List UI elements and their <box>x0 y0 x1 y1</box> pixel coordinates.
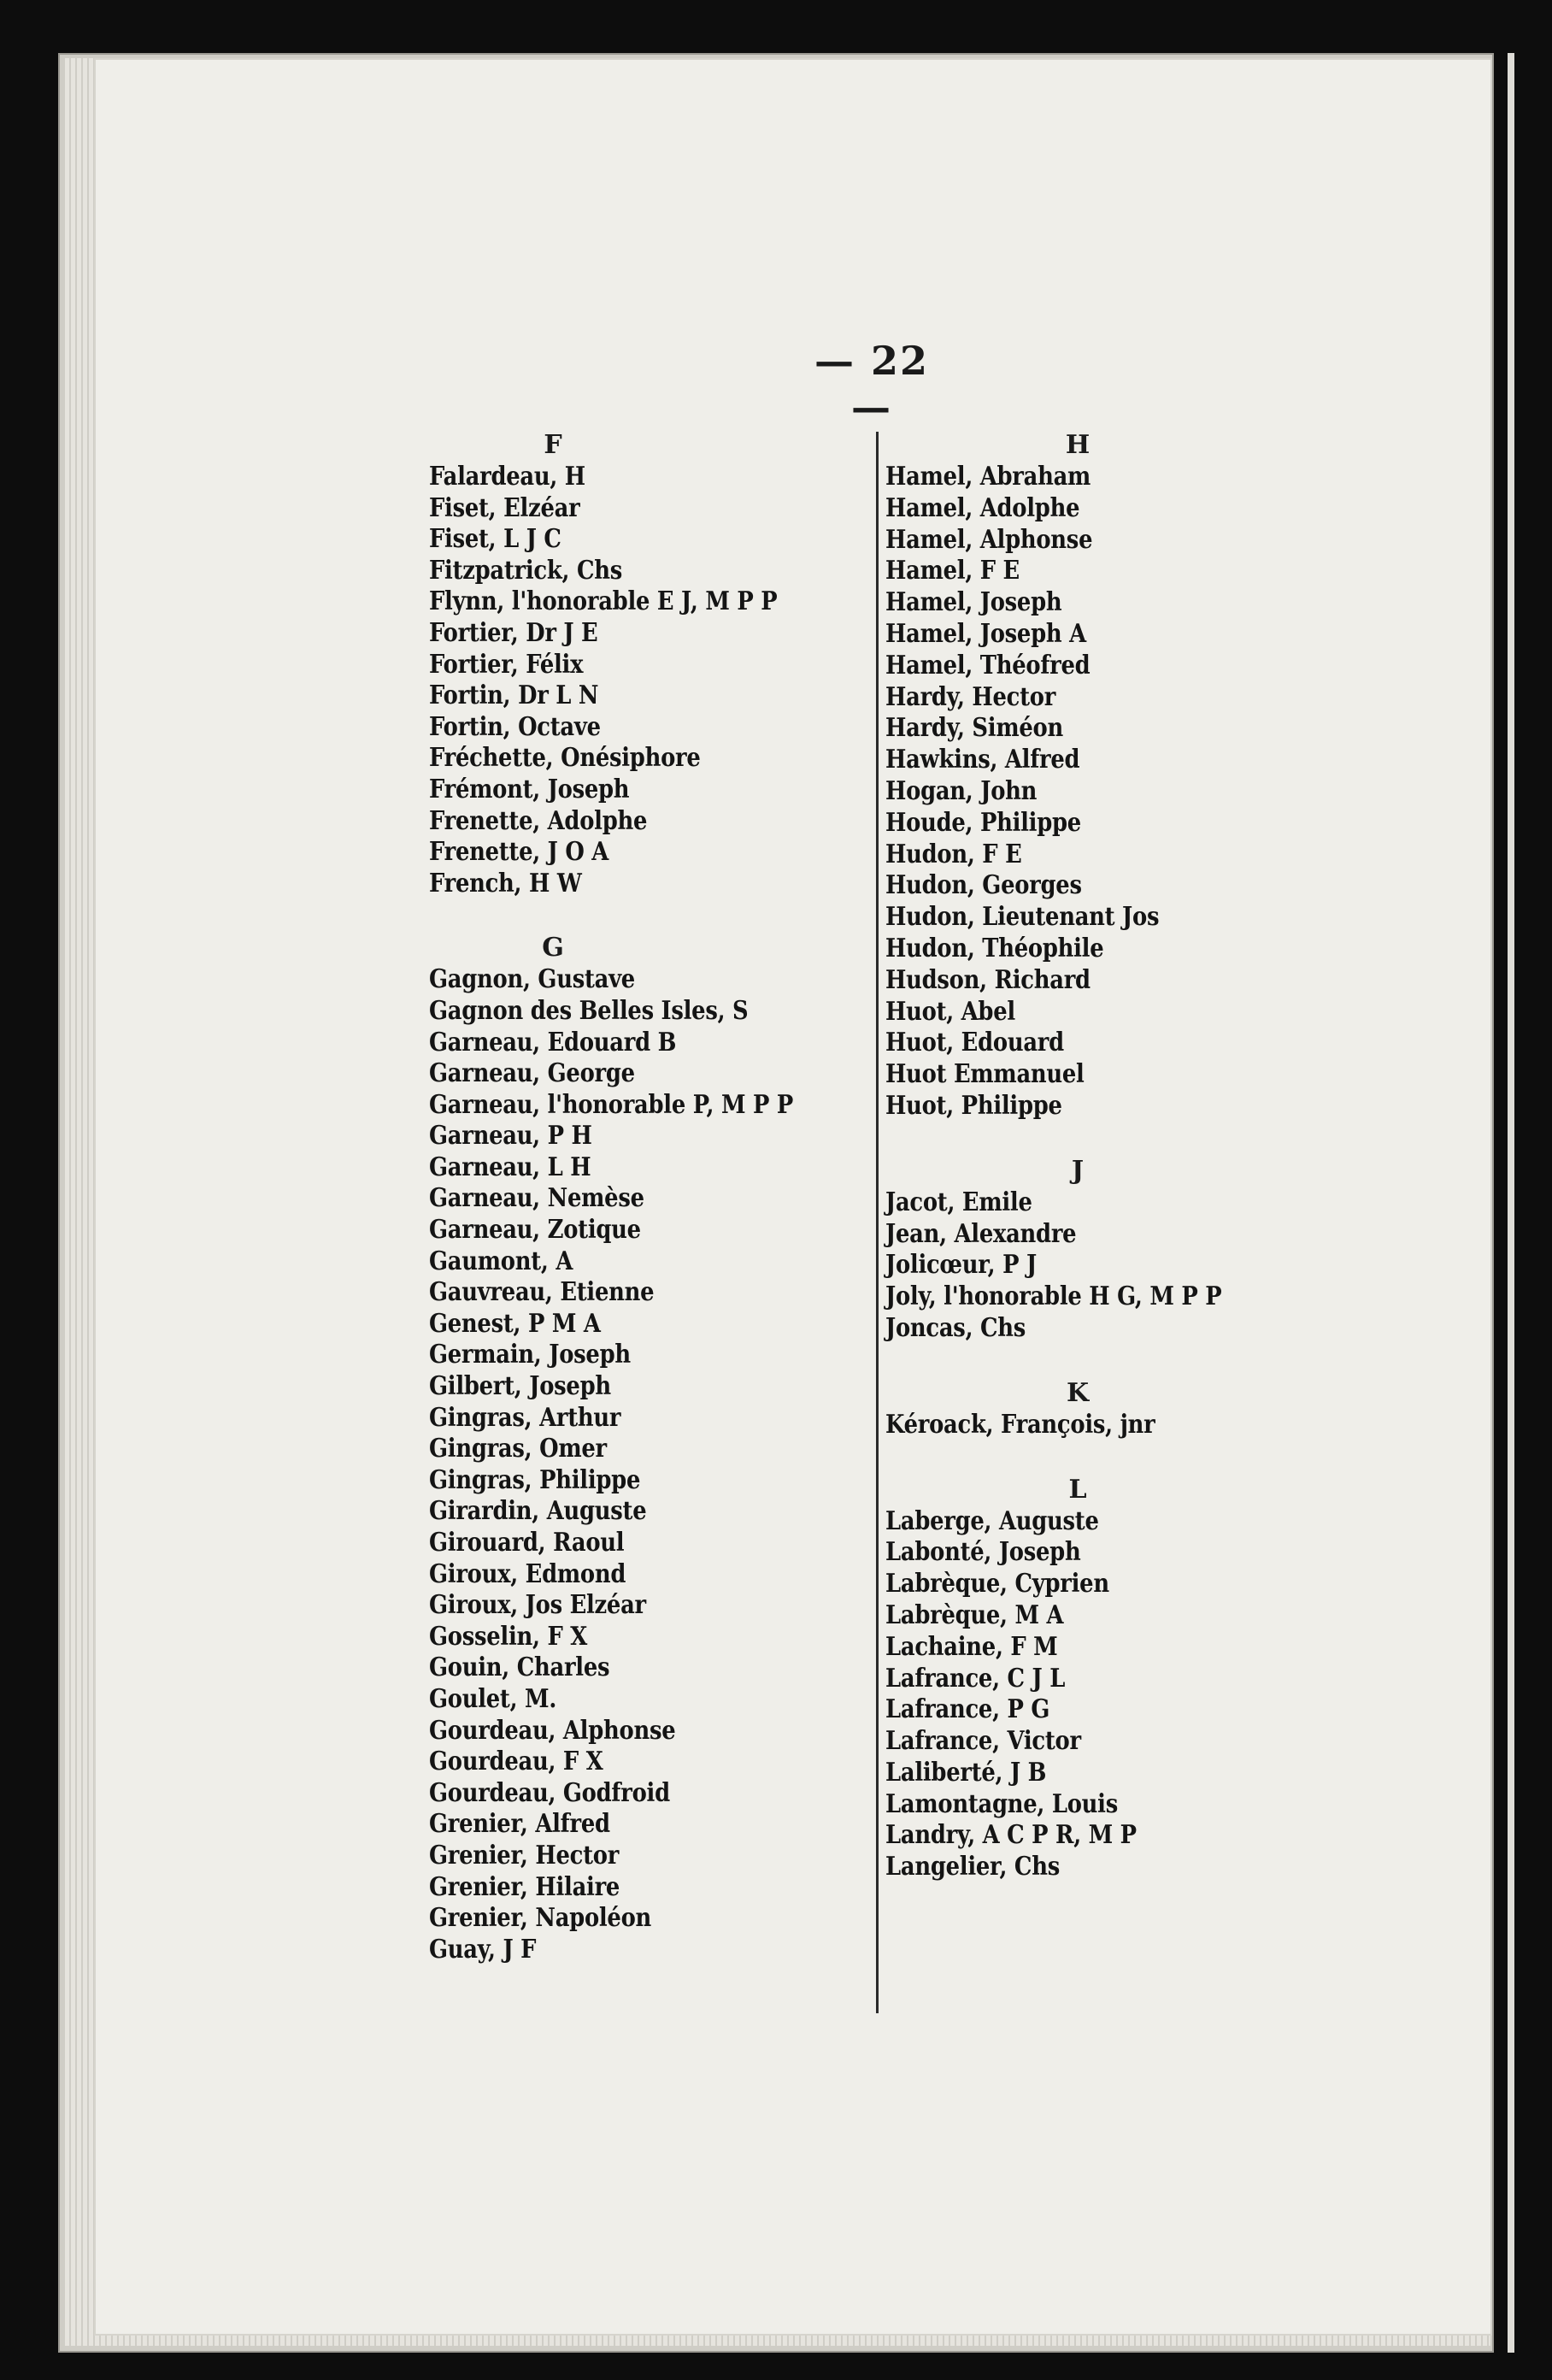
name-entry: Kéroack, François, jnr <box>885 1409 1155 1440</box>
name-entry: Laberge, Auguste <box>885 1505 1099 1536</box>
name-entry: Gingras, Arthur <box>429 1402 621 1433</box>
section-spacer <box>885 1122 1364 1155</box>
name-entry: Fortier, Félix <box>429 649 584 680</box>
column-divider <box>876 432 879 2013</box>
name-entry: Landry, A C P R, M P <box>885 1820 1137 1851</box>
name-entry: Hudon, Georges <box>885 870 1082 901</box>
name-entry: Huot, Philippe <box>885 1090 1062 1121</box>
name-entry: Labrèque, M A <box>885 1599 1064 1630</box>
name-entry: Lamontagne, Louis <box>885 1788 1118 1819</box>
name-entry: Girardin, Auguste <box>429 1496 647 1527</box>
name-entry: Guay, J F <box>429 1934 537 1965</box>
name-entry: Goulet, M. <box>429 1683 557 1714</box>
section-list-j <box>885 1187 1364 1345</box>
name-entry: Gourdeau, Godfroid <box>429 1777 670 1808</box>
section-heading-g: G <box>542 933 564 963</box>
name-entry: Giroux, Edmond <box>429 1558 626 1589</box>
section-heading-h: H <box>1065 430 1091 460</box>
name-entry: Gauvreau, Etienne <box>429 1277 655 1308</box>
name-entry: Jolicœur, P J <box>885 1250 1037 1281</box>
name-entry: Grenier, Alfred <box>429 1809 610 1840</box>
name-entry: Flynn, l'honorable E J, M P P <box>429 586 778 617</box>
name-entry: Hudon, Théophile <box>885 933 1104 963</box>
name-entry: Gagnon des Belles Isles, S <box>429 995 749 1026</box>
name-entry: Grenier, Hector <box>429 1840 620 1870</box>
name-entry: Garneau, l'honorable P, M P P <box>429 1089 794 1120</box>
section-heading-l: L <box>1068 1474 1087 1505</box>
name-entry: Hardy, Siméon <box>885 713 1063 744</box>
name-entry: Lachaine, F M <box>885 1631 1058 1662</box>
name-entry: Germain, Joseph <box>429 1340 631 1370</box>
name-entry: Hamel, Abraham <box>885 462 1091 492</box>
name-entry: Labrèque, Cyprien <box>885 1569 1109 1599</box>
name-entry: Huot Emmanuel <box>885 1059 1085 1090</box>
name-entry: Falardeau, H <box>429 462 585 492</box>
name-entry: Langelier, Chs <box>885 1852 1060 1882</box>
section-list-h <box>885 462 1364 1122</box>
name-entry: Laliberté, J B <box>885 1757 1047 1788</box>
name-entry: Giroux, Jos Elzéar <box>429 1590 646 1621</box>
name-entry: Grenier, Napoléon <box>429 1903 652 1934</box>
name-entry: Fréchette, Onésiphore <box>429 743 701 774</box>
name-entry: Hardy, Hector <box>885 681 1056 712</box>
name-entry: Hawkins, Alfred <box>885 745 1080 775</box>
name-entry: Fitzpatrick, Chs <box>429 555 623 586</box>
section-list-g <box>429 964 873 1965</box>
name-entry: Gilbert, Joseph <box>429 1371 611 1402</box>
name-entry: French, H W <box>429 868 582 898</box>
section-heading-k: K <box>1066 1377 1090 1408</box>
name-entry: Hamel, Adolphe <box>885 492 1080 523</box>
name-entry: Hamel, Joseph <box>885 587 1062 618</box>
name-entry: Huot, Abel <box>885 996 1015 1027</box>
name-entry: Gourdeau, F X <box>429 1747 603 1777</box>
name-entry: Huot, Edouard <box>885 1028 1064 1058</box>
name-entry: Grenier, Hilaire <box>429 1871 620 1902</box>
section-spacer <box>429 899 873 932</box>
name-entry: Frémont, Joseph <box>429 774 630 804</box>
name-entry: Garneau, Edouard B <box>429 1027 677 1057</box>
name-entry: Gosselin, F X <box>429 1621 587 1652</box>
name-entry: Garneau, George <box>429 1058 635 1089</box>
page-number: — 22 — <box>814 338 930 430</box>
name-entry: Fortier, Dr J E <box>429 617 598 648</box>
name-entry: Jean, Alexandre <box>885 1218 1077 1249</box>
name-entry: Gingras, Philippe <box>429 1464 641 1495</box>
name-entry: Hamel, Théofred <box>885 650 1091 680</box>
right-column <box>885 429 1364 1883</box>
right-page-edge <box>1508 53 1514 2353</box>
name-entry: Gingras, Omer <box>429 1434 607 1464</box>
name-entry: Joncas, Chs <box>885 1312 1026 1343</box>
name-entry: Frenette, J O A <box>429 837 609 868</box>
name-entry: Lafrance, Victor <box>885 1726 1081 1757</box>
name-entry: Fortin, Octave <box>429 711 601 742</box>
name-entry: Lafrance, P G <box>885 1694 1050 1725</box>
name-entry: Gouin, Charles <box>429 1652 610 1683</box>
name-entry: Hamel, Alphonse <box>885 524 1093 555</box>
name-entry: Labonté, Joseph <box>885 1537 1081 1568</box>
name-entry: Houde, Philippe <box>885 807 1081 838</box>
section-spacer <box>885 1441 1364 1474</box>
name-entry: Frenette, Adolphe <box>429 805 648 836</box>
name-entry: Hudon, Lieutenant Jos <box>885 902 1160 933</box>
name-entry: Fortin, Dr L N <box>429 680 599 711</box>
name-entry: Hudson, Richard <box>885 964 1091 995</box>
name-entry: Gaumont, A <box>429 1246 573 1276</box>
name-entry: Fiset, Elzéar <box>429 492 580 523</box>
section-list-k <box>885 1410 1364 1441</box>
name-entry: Hudon, F E <box>885 839 1022 869</box>
name-entry: Garneau, Nemèse <box>429 1183 644 1214</box>
section-heading-f: F <box>544 430 562 460</box>
name-entry: Genest, P M A <box>429 1308 601 1339</box>
name-entry: Gourdeau, Alphonse <box>429 1715 676 1746</box>
name-entry: Hamel, Joseph A <box>885 618 1086 649</box>
left-column <box>429 429 873 1965</box>
name-entry: Garneau, P H <box>429 1121 592 1152</box>
name-entry: Lafrance, C J L <box>885 1663 1066 1694</box>
name-entry: Hogan, John <box>885 775 1038 806</box>
section-list-f <box>429 462 873 899</box>
name-entry: Joly, l'honorable H G, M P P <box>885 1281 1222 1312</box>
name-entry: Garneau, Zotique <box>429 1215 641 1246</box>
section-list-l <box>885 1506 1364 1884</box>
name-entry: Fiset, L J C <box>429 524 561 555</box>
name-entry: Girouard, Raoul <box>429 1528 625 1558</box>
name-entry: Jacot, Emile <box>885 1187 1032 1217</box>
name-entry: Gagnon, Gustave <box>429 964 635 995</box>
section-spacer <box>885 1345 1364 1377</box>
section-heading-j: J <box>1071 1155 1085 1186</box>
name-entry: Garneau, L H <box>429 1152 591 1182</box>
name-entry: Hamel, F E <box>885 556 1020 586</box>
